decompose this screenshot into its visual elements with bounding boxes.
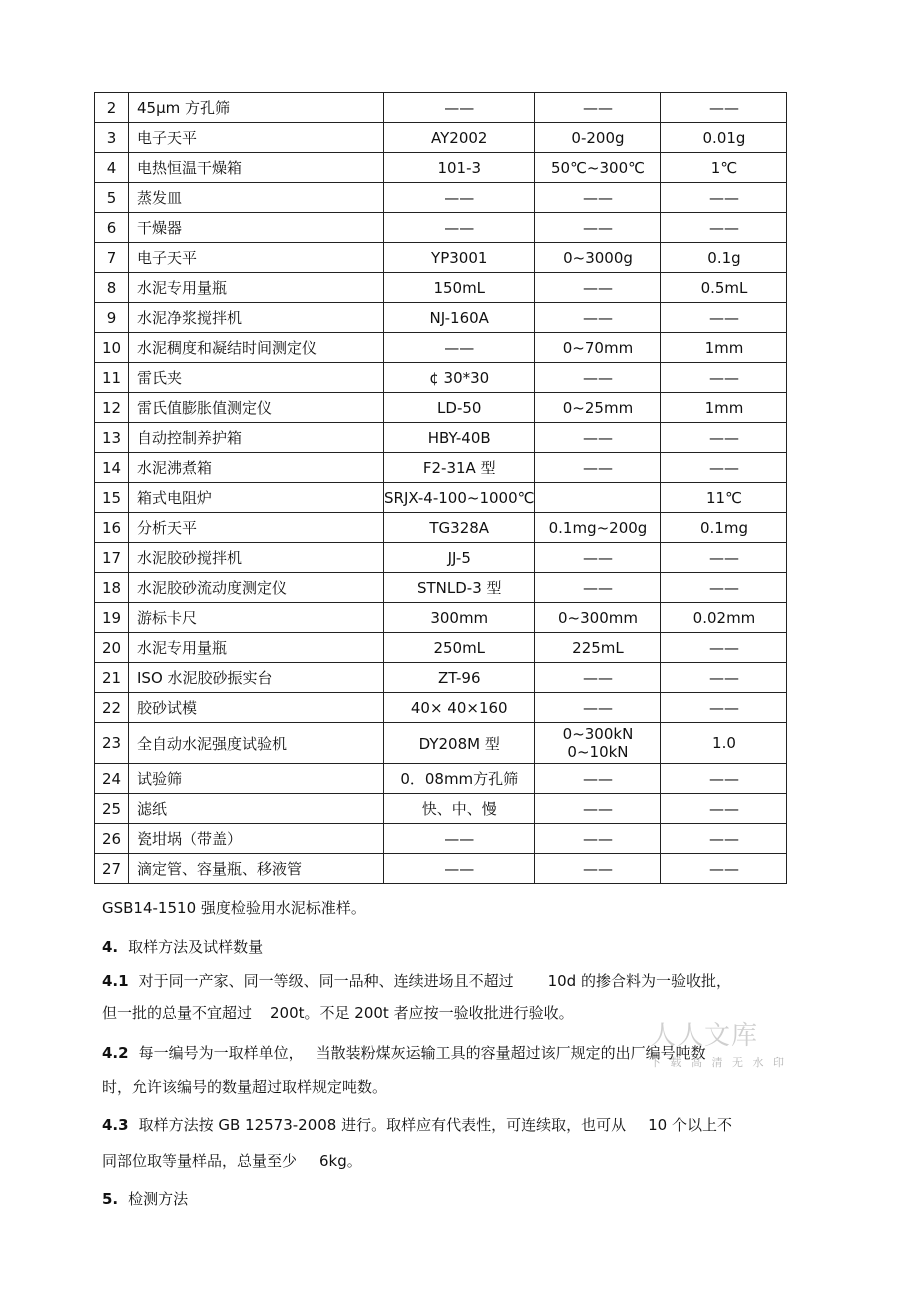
precision-cell: ——	[661, 794, 787, 824]
model-cell: LD-50	[384, 393, 535, 423]
range-line: 0~10kN	[567, 743, 629, 761]
model-cell: ——	[384, 854, 535, 884]
equipment-name-cell: 水泥胶砂流动度测定仪	[129, 573, 384, 603]
table-row	[95, 213, 787, 243]
precision-cell: ——	[661, 453, 787, 483]
precision-cell: ——	[661, 854, 787, 884]
row-number-cell: 21	[95, 663, 129, 693]
table-row	[95, 824, 787, 854]
model-cell: 150mL	[384, 273, 535, 303]
range-cell: ——	[535, 363, 661, 393]
precision-cell: 1℃	[661, 153, 787, 183]
range-cell: ——	[535, 764, 661, 794]
model-cell: DY208M 型	[384, 723, 535, 764]
para-4-2-text-c: 时，允许该编号的数量超过取样规定吨数。	[102, 1078, 388, 1096]
equipment-name-cell: 水泥胶砂搅拌机	[129, 543, 384, 573]
model-cell: ——	[384, 93, 535, 123]
equipment-name-cell: 箱式电阻炉	[129, 483, 384, 513]
equipment-name-cell: 滴定管、容量瓶、移液管	[129, 854, 384, 884]
table-row	[95, 483, 787, 513]
precision-cell: ——	[661, 764, 787, 794]
model-cell: F2-31A 型	[384, 453, 535, 483]
precision-cell: 1.0	[661, 723, 787, 764]
para-4-2-text-a: 每一编号为一取样单位，	[138, 1044, 304, 1062]
model-cell: 101-3	[384, 153, 535, 183]
row-number-cell: 7	[95, 243, 129, 273]
range-cell: ——	[535, 693, 661, 723]
equipment-name-cell: ISO 水泥胶砂振实台	[129, 663, 384, 693]
range-cell: ——	[535, 824, 661, 854]
equipment-name-cell: 水泥专用量瓶	[129, 633, 384, 663]
row-number-cell: 24	[95, 764, 129, 794]
row-number-cell: 23	[95, 723, 129, 764]
section-4-title: 取样方法及试样数量	[128, 938, 264, 956]
para-4-3-text-c: 同部位取等量样品，总量至少	[102, 1152, 298, 1170]
model-cell: ZT-96	[384, 663, 535, 693]
table-row	[95, 363, 787, 393]
equipment-name-cell: 水泥净浆搅拌机	[129, 303, 384, 333]
model-cell: 快、中、慢	[384, 794, 535, 824]
range-cell: ——	[535, 273, 661, 303]
table-row	[95, 764, 787, 794]
para-4-1-number: 4.1	[102, 972, 129, 990]
watermark	[650, 1015, 787, 1070]
model-cell: SRJX-4-100~1000℃	[384, 483, 535, 513]
para-4-1-line2	[102, 1002, 574, 1023]
equipment-table	[94, 92, 787, 884]
section-5-heading	[102, 1188, 188, 1209]
equipment-name-cell: 全自动水泥强度试验机	[129, 723, 384, 764]
row-number-cell: 10	[95, 333, 129, 363]
row-number-cell: 18	[95, 573, 129, 603]
precision-cell: 0.01g	[661, 123, 787, 153]
equipment-name-cell: 自动控制养护箱	[129, 423, 384, 453]
model-cell: TG328A	[384, 513, 535, 543]
para-4-1-text-b: 10d 的掺合料为一验收批，	[547, 972, 731, 990]
precision-cell: ——	[661, 363, 787, 393]
range-cell: ——	[535, 543, 661, 573]
precision-cell: ——	[661, 303, 787, 333]
row-number-cell: 16	[95, 513, 129, 543]
table-row	[95, 303, 787, 333]
table-row	[95, 543, 787, 573]
model-cell: STNLD-3 型	[384, 573, 535, 603]
para-4-2-line1	[102, 1042, 706, 1063]
table-row	[95, 273, 787, 303]
table-row	[95, 243, 787, 273]
para-4-3-line1	[102, 1114, 732, 1135]
watermark-subtitle: 下 载 高 清 无 水 印	[650, 1056, 787, 1069]
table-row	[95, 693, 787, 723]
range-cell: 0~70mm	[535, 333, 661, 363]
precision-cell: ——	[661, 663, 787, 693]
para-4-3-line2	[102, 1150, 362, 1171]
row-number-cell: 13	[95, 423, 129, 453]
equipment-name-cell: 瓷坩埚（带盖）	[129, 824, 384, 854]
model-cell: JJ-5	[384, 543, 535, 573]
range-cell: 225mL	[535, 633, 661, 663]
equipment-name-cell: 蒸发皿	[129, 183, 384, 213]
equipment-name-cell: 雷氏夹	[129, 363, 384, 393]
model-cell: HBY-40B	[384, 423, 535, 453]
row-number-cell: 8	[95, 273, 129, 303]
para-4-1-text-c: 但一批的总量不宜超过	[102, 1004, 253, 1022]
range-cell: ——	[535, 663, 661, 693]
row-number-cell: 6	[95, 213, 129, 243]
equipment-name-cell: 电热恒温干燥箱	[129, 153, 384, 183]
model-cell: ——	[384, 213, 535, 243]
row-number-cell: 9	[95, 303, 129, 333]
model-cell: ——	[384, 824, 535, 854]
row-number-cell: 3	[95, 123, 129, 153]
table-row	[95, 183, 787, 213]
precision-cell: 11℃	[661, 483, 787, 513]
para-4-3-number: 4.3	[102, 1116, 129, 1134]
para-4-1-text-d: 200t。不足 200t 者应按一验收批进行验收。	[270, 1004, 574, 1022]
precision-cell: ——	[661, 824, 787, 854]
para-4-3-text-a: 取样方法按 GB 12573-2008 进行。取样应有代表性，可连续取，也可从	[138, 1116, 627, 1134]
range-cell: ——	[535, 794, 661, 824]
precision-cell: ——	[661, 423, 787, 453]
range-cell: ——	[535, 573, 661, 603]
range-cell	[535, 483, 661, 513]
equipment-name-cell: 电子天平	[129, 123, 384, 153]
equipment-name-cell: 水泥稠度和凝结时间测定仪	[129, 333, 384, 363]
model-cell: ¢ 30*30	[384, 363, 535, 393]
range-cell: 0-200g	[535, 123, 661, 153]
precision-cell: ——	[661, 693, 787, 723]
row-number-cell: 22	[95, 693, 129, 723]
table-row	[95, 663, 787, 693]
watermark-title: 人人文库	[650, 1021, 759, 1051]
table-row	[95, 423, 787, 453]
precision-cell: ——	[661, 93, 787, 123]
precision-cell: 0.1g	[661, 243, 787, 273]
table-row	[95, 123, 787, 153]
para-4-3-text-d: 6kg。	[319, 1152, 362, 1170]
equipment-name-cell: 胶砂试模	[129, 693, 384, 723]
precision-cell: ——	[661, 543, 787, 573]
row-number-cell: 20	[95, 633, 129, 663]
row-number-cell: 5	[95, 183, 129, 213]
table-row	[95, 513, 787, 543]
table-row	[95, 854, 787, 884]
range-cell: ——	[535, 423, 661, 453]
precision-cell: ——	[661, 633, 787, 663]
equipment-name-cell: 45μm 方孔筛	[129, 93, 384, 123]
model-cell: 40× 40×160	[384, 693, 535, 723]
section-4-heading	[102, 936, 263, 957]
model-cell: 300mm	[384, 603, 535, 633]
range-line: 0~300kN	[562, 725, 634, 743]
equipment-table-body	[95, 93, 787, 884]
row-number-cell: 19	[95, 603, 129, 633]
model-cell: 0．08mm方孔筛	[384, 764, 535, 794]
para-4-2-text-b: 当散装粉煤灰运输工具的容量超过该厂规定的出厂编号吨数	[315, 1044, 706, 1062]
table-row	[95, 93, 787, 123]
range-cell: ——	[535, 213, 661, 243]
standard-sample-note: GSB14-1510 强度检验用水泥标准样。	[102, 899, 366, 917]
table-row	[95, 794, 787, 824]
equipment-name-cell: 水泥沸煮箱	[129, 453, 384, 483]
range-cell: ——	[535, 93, 661, 123]
model-cell: ——	[384, 333, 535, 363]
table-row	[95, 633, 787, 663]
model-cell: AY2002	[384, 123, 535, 153]
range-cell: 0~300mm	[535, 603, 661, 633]
table-row	[95, 333, 787, 363]
para-4-2-line2	[102, 1076, 387, 1097]
equipment-name-cell: 试验筛	[129, 764, 384, 794]
equipment-name-cell: 分析天平	[129, 513, 384, 543]
para-4-3-text-b: 10 个以上不	[648, 1116, 732, 1134]
precision-cell: ——	[661, 213, 787, 243]
model-cell: 250mL	[384, 633, 535, 663]
model-cell: ——	[384, 183, 535, 213]
section-4-number: 4.	[102, 938, 119, 956]
precision-cell: ——	[661, 183, 787, 213]
precision-cell: 0.02mm	[661, 603, 787, 633]
range-cell	[535, 723, 661, 764]
precision-cell: 0.1mg	[661, 513, 787, 543]
range-cell: ——	[535, 854, 661, 884]
range-cell: 0.1mg~200g	[535, 513, 661, 543]
precision-cell: ——	[661, 573, 787, 603]
table-row	[95, 393, 787, 423]
row-number-cell: 12	[95, 393, 129, 423]
table-row	[95, 153, 787, 183]
row-number-cell: 11	[95, 363, 129, 393]
precision-cell: 0.5mL	[661, 273, 787, 303]
equipment-name-cell: 水泥专用量瓶	[129, 273, 384, 303]
equipment-name-cell: 电子天平	[129, 243, 384, 273]
row-number-cell: 2	[95, 93, 129, 123]
section-5-number: 5.	[102, 1190, 119, 1208]
row-number-cell: 27	[95, 854, 129, 884]
table-row	[95, 723, 787, 764]
range-cell: 0~3000g	[535, 243, 661, 273]
model-cell: YP3001	[384, 243, 535, 273]
table-row	[95, 573, 787, 603]
section-5-title: 检测方法	[128, 1190, 189, 1208]
para-4-1-text-a: 对于同一产家、同一等级、同一品种、连续进场且不超过	[138, 972, 514, 990]
row-number-cell: 17	[95, 543, 129, 573]
equipment-name-cell: 干燥器	[129, 213, 384, 243]
model-cell: NJ-160A	[384, 303, 535, 333]
table-row	[95, 603, 787, 633]
row-number-cell: 25	[95, 794, 129, 824]
precision-cell: 1mm	[661, 333, 787, 363]
equipment-name-cell: 滤纸	[129, 794, 384, 824]
para-4-2-number: 4.2	[102, 1044, 129, 1062]
table-row	[95, 453, 787, 483]
range-cell: 50℃~300℃	[535, 153, 661, 183]
precision-cell: 1mm	[661, 393, 787, 423]
row-number-cell: 14	[95, 453, 129, 483]
range-cell: ——	[535, 303, 661, 333]
row-number-cell: 15	[95, 483, 129, 513]
equipment-name-cell: 游标卡尺	[129, 603, 384, 633]
row-number-cell: 4	[95, 153, 129, 183]
para-4-1-line1	[102, 970, 731, 991]
range-cell: ——	[535, 453, 661, 483]
row-number-cell: 26	[95, 824, 129, 854]
range-cell: ——	[535, 183, 661, 213]
range-cell: 0~25mm	[535, 393, 661, 423]
equipment-name-cell: 雷氏值膨胀值测定仪	[129, 393, 384, 423]
